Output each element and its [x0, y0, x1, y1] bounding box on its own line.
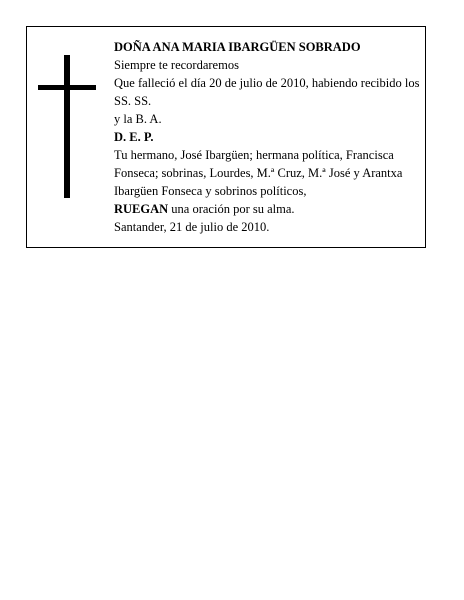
place-date-line: Santander, 21 de julio de 2010. [114, 220, 270, 234]
cross-horizontal-bar [38, 85, 96, 90]
ruegan-line [114, 200, 424, 218]
dep-line: D. E. P. [114, 130, 154, 144]
death-line: Que falleció el día 20 de julio de 2010, habiendo recibido los SS. SS. [114, 76, 420, 108]
deceased-name: DOÑA ANA MARIA IBARGÜEN SOBRADO [114, 40, 361, 54]
cross-icon [38, 55, 96, 198]
ruegan-word: RUEGAN [114, 202, 169, 216]
ba-line: y la B. A. [114, 112, 162, 126]
remember-line: Siempre te recordaremos [114, 58, 239, 72]
obituary-notice [26, 26, 426, 248]
ruegan-rest: una oración por su alma. [168, 202, 295, 216]
notice-text [114, 38, 424, 236]
cross-vertical-bar [64, 55, 70, 198]
family-line: Tu hermano, José Ibargüen; hermana política, Francisca Fonseca; sobrinas, Lourdes, M.ª Cruz, M.ª José y Arantxa Ibargüen Fonseca y sobrinos políticos, [114, 148, 403, 198]
